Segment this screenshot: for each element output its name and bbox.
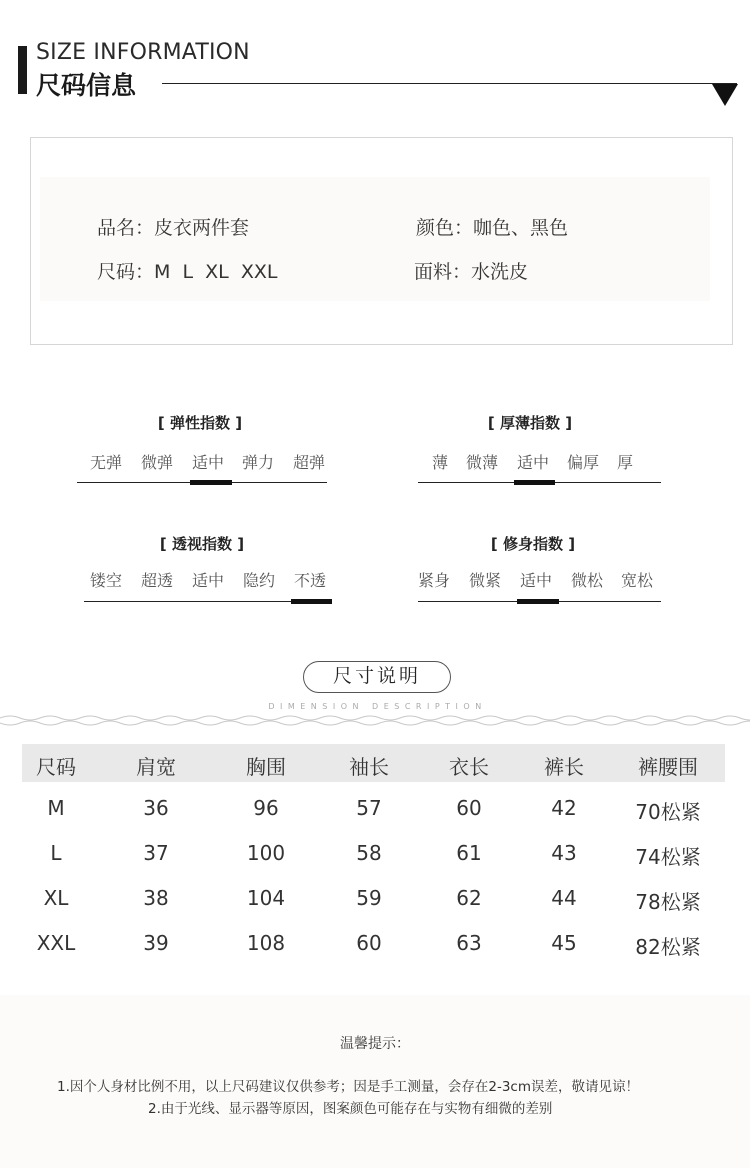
size-table-header-cell: 胸围 [246,755,286,779]
size-table-cell: 37 [143,841,169,865]
size-table-cell: 63 [456,931,482,955]
transparency-option: 适中 [191,571,225,590]
size-table-cell: 100 [246,841,286,865]
thickness-option-selected: 适中 [516,453,550,472]
size-table-cell: 57 [356,796,382,820]
size-table-cell: 58 [356,841,382,865]
thickness-index-title: [ 厚薄指数 ] [487,414,573,432]
size-table-header-cell: 袖长 [349,755,389,779]
header-title-en: SIZE INFORMATION [36,40,250,65]
size-table-cell: 62 [456,886,482,910]
wave-divider [0,714,750,728]
size-table-cell: 59 [356,886,382,910]
dimension-subtitle: DIMENSION DESCRIPTION [268,702,487,711]
size-table-cell: 74松紧 [635,845,701,869]
transparency-scale-marker [291,599,332,604]
size-table-cell: XL [43,886,69,910]
transparency-option: 隐约 [242,571,276,590]
fit-index-title: [ 修身指数 ] [490,535,576,553]
size-table-cell: 60 [356,931,382,955]
fit-option: 宽松 [620,571,654,590]
size-table-header-cell: 肩宽 [136,755,176,779]
header-accent-bar [18,46,27,94]
size-table-cell: 61 [456,841,482,865]
notes-line-1: 1.因个人身材比例不用，以上尺码建议仅供参考；因是手工测量，会存在2-3cm误差，敬请见谅！ [57,1079,640,1095]
size-table-cell: 96 [253,796,279,820]
fit-option: 微紧 [468,571,502,590]
notes-line-2: 2.由于光线、显示器等原因，图案颜色可能存在与实物有细微的差别 [148,1101,553,1117]
thickness-option: 厚 [616,453,634,472]
elasticity-option: 微弹 [140,453,174,472]
size-table-header-cell: 裤长 [544,755,584,779]
size-table-cell: 60 [456,796,482,820]
header-divider [162,83,737,84]
header-title-cn: 尺码信息 [36,71,137,100]
transparency-option-selected: 不透 [293,571,327,590]
thickness-option: 微薄 [465,453,499,472]
product-sizes: 尺码：M L XL XXL [97,261,278,283]
fit-option: 紧身 [417,571,451,590]
elasticity-option: 无弹 [89,453,123,472]
product-color: 颜色：咖色、黑色 [416,217,569,239]
transparency-index-title: [ 透视指数 ] [159,535,245,553]
triangle-down-icon [712,84,738,106]
size-table-cell: 78松紧 [635,890,701,914]
size-table-cell: XXL [36,931,76,955]
thickness-option: 偏厚 [566,453,600,472]
fit-option: 微松 [570,571,604,590]
elasticity-scale-marker [190,480,232,485]
thickness-option: 薄 [431,453,449,472]
size-table-cell: 42 [551,796,577,820]
transparency-option: 镂空 [89,571,123,590]
fit-scale-marker [517,599,559,604]
size-table-cell: M [47,796,65,820]
elasticity-option-selected: 适中 [191,453,225,472]
size-table-cell: 39 [143,931,169,955]
size-table-cell: 82松紧 [635,935,701,959]
elasticity-option: 超弹 [292,453,326,472]
elasticity-option: 弹力 [241,453,275,472]
size-table-cell: 43 [551,841,577,865]
elasticity-index-title: [ 弹性指数 ] [157,414,243,432]
fit-option-selected: 适中 [519,571,553,590]
size-table-cell: 36 [143,796,169,820]
product-fabric: 面料：水洗皮 [414,261,529,283]
size-table-header-cell: 尺码 [36,755,76,779]
thickness-scale-marker [514,480,555,485]
size-table-cell: 104 [246,886,286,910]
size-table-cell: 108 [246,931,286,955]
size-table-cell: 44 [551,886,577,910]
product-name: 品名：皮衣两件套 [97,217,250,239]
dimension-title-badge: 尺寸说明 [303,661,451,693]
transparency-option: 超透 [140,571,174,590]
size-table-header-cell: 衣长 [449,755,489,779]
notes-title: 温馨提示： [340,1036,410,1052]
size-table-cell: 45 [551,931,577,955]
size-table-cell: L [50,841,62,865]
size-table-header-cell: 裤腰围 [638,755,698,779]
size-table-cell: 38 [143,886,169,910]
size-table-cell: 70松紧 [635,800,701,824]
